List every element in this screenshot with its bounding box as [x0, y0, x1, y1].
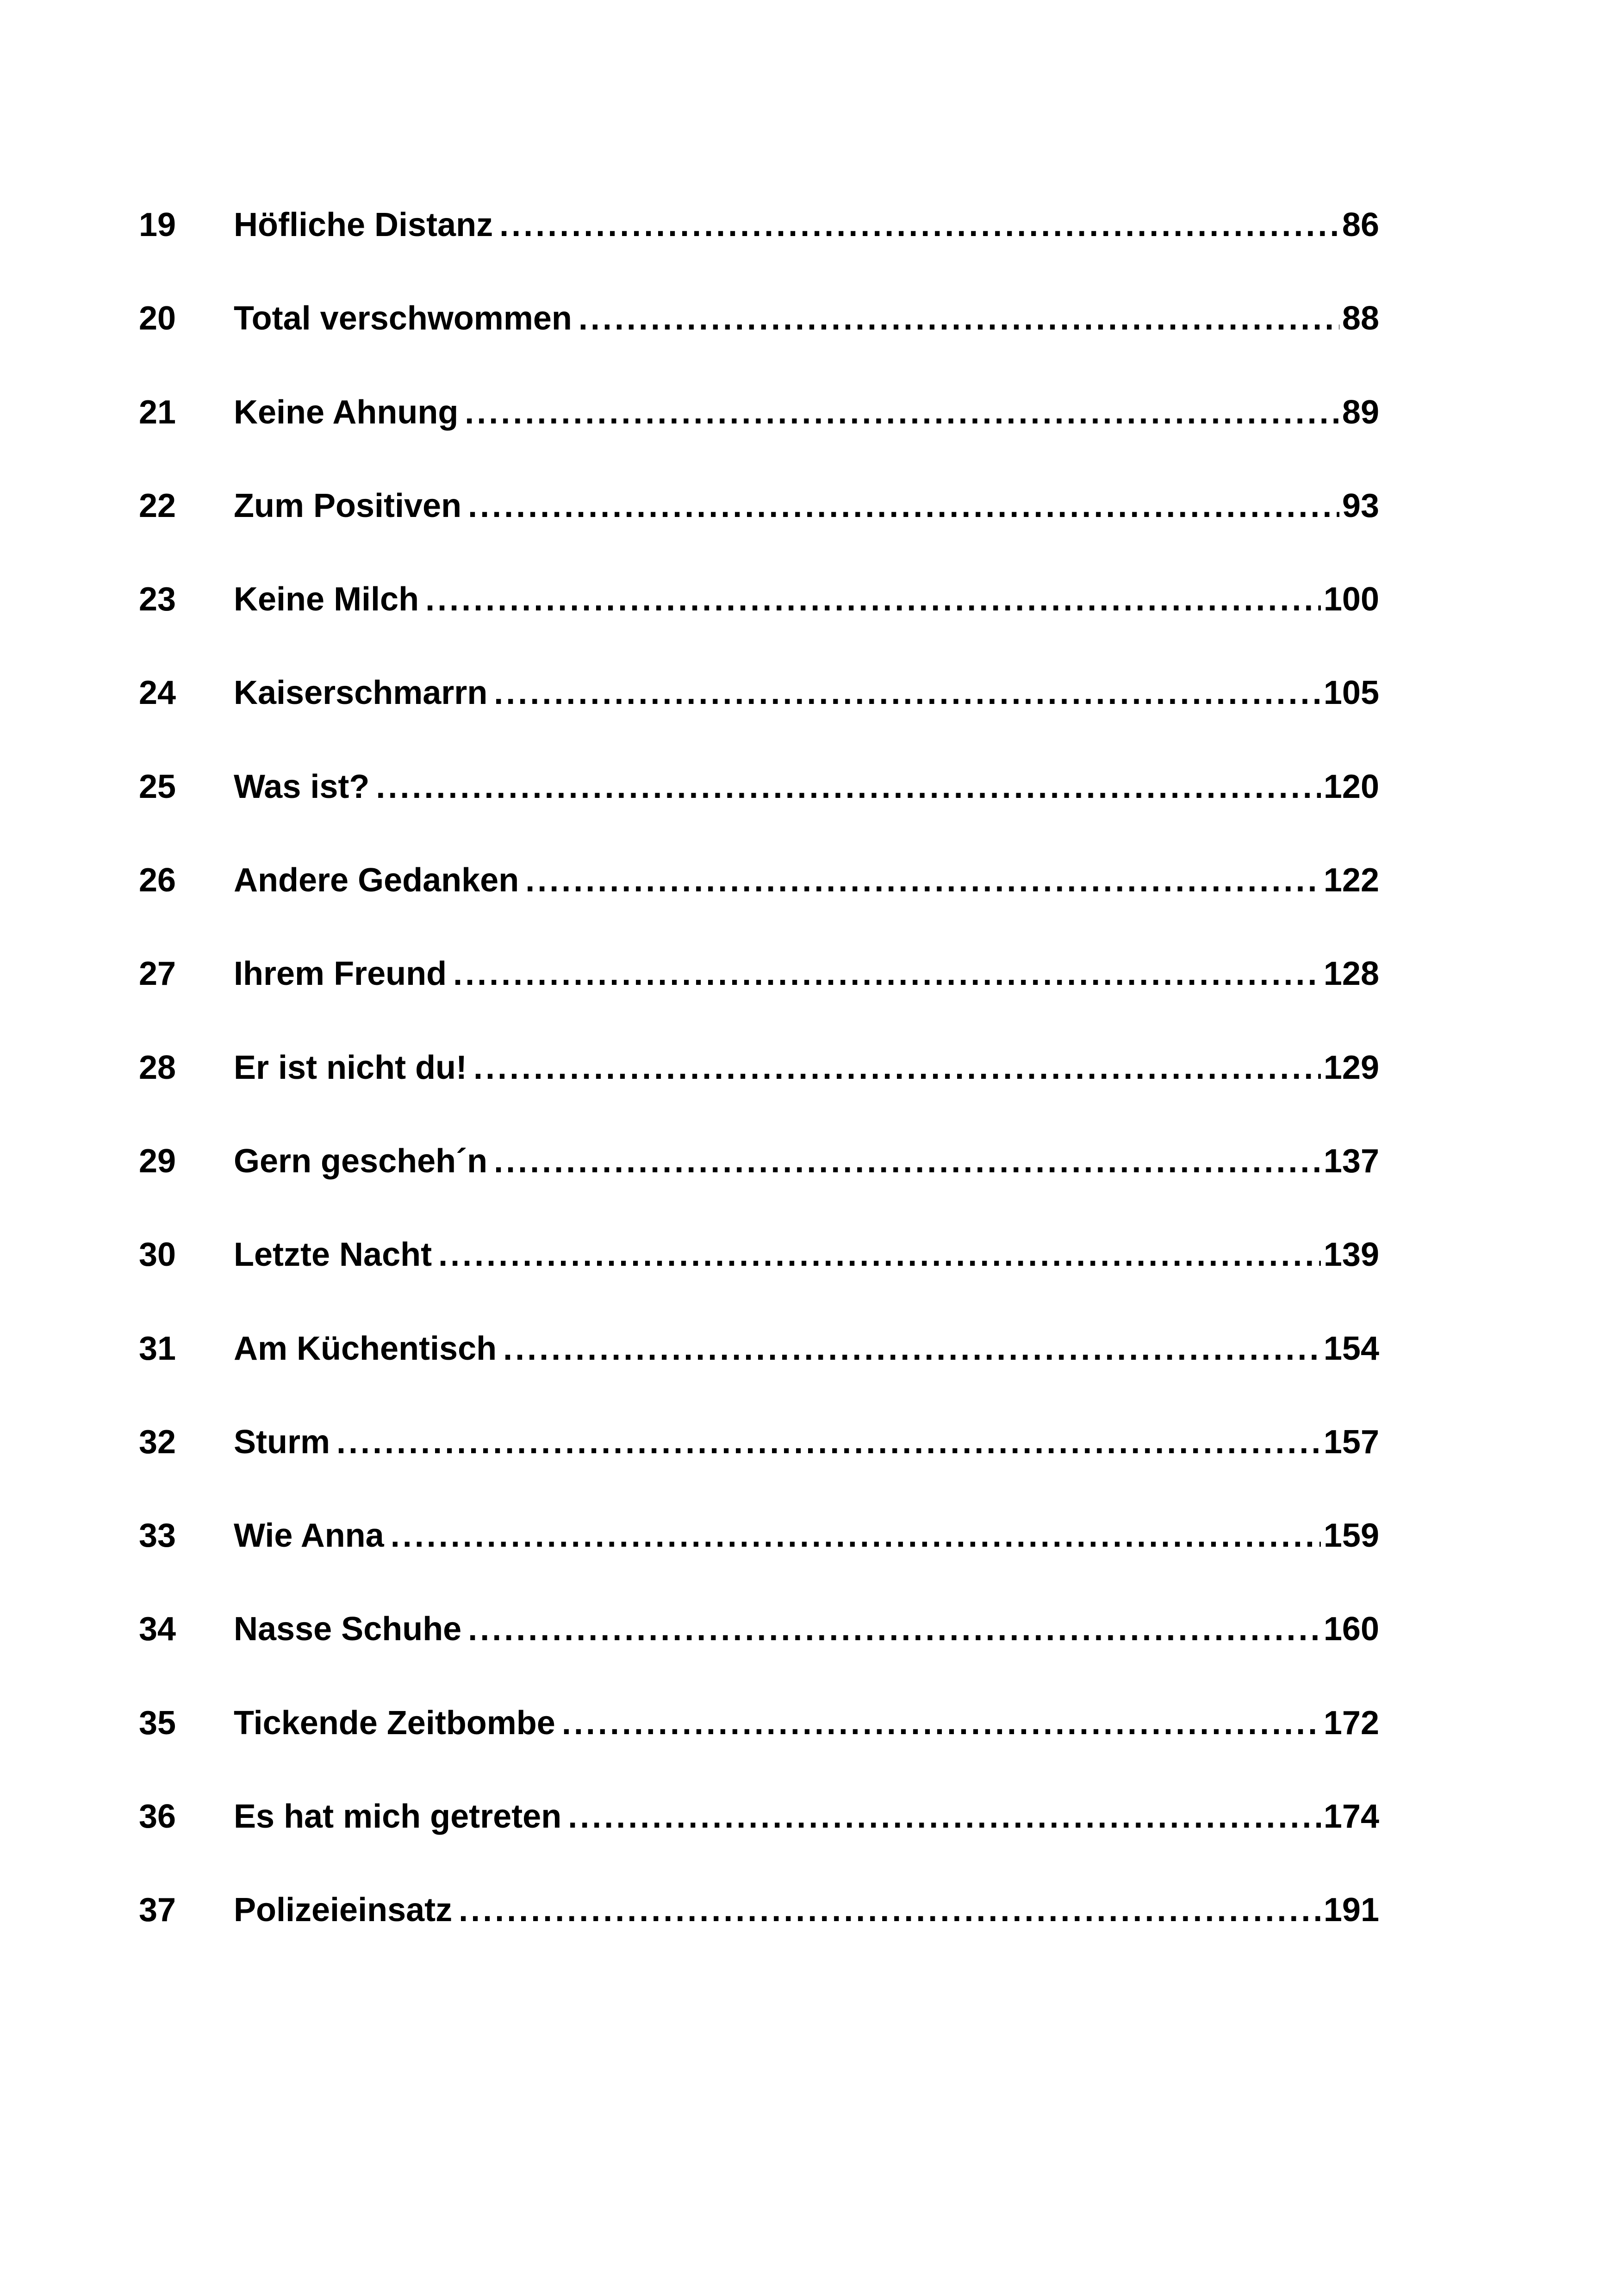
chapter-number: 20 — [139, 300, 176, 337]
chapter-number: 32 — [139, 1423, 176, 1461]
table-of-contents — [139, 208, 1379, 1987]
page-number: 100 — [1323, 581, 1379, 618]
toc-entry — [139, 1612, 1379, 1706]
chapter-number: 22 — [139, 487, 176, 524]
dot-leader — [473, 1051, 1321, 1084]
chapter-title: Was ist? — [234, 768, 370, 805]
page-number: 120 — [1323, 768, 1379, 805]
page-number: 105 — [1323, 674, 1379, 712]
toc-entry — [139, 1706, 1379, 1800]
chapter-number: 29 — [139, 1142, 176, 1180]
chapter-title: Kaiserschmarrn — [234, 674, 488, 712]
page-number: 137 — [1323, 1142, 1379, 1180]
page-number: 89 — [1342, 393, 1379, 431]
dot-leader — [503, 1332, 1321, 1365]
toc-entry — [139, 957, 1379, 1051]
toc-entry — [139, 1893, 1379, 1987]
dot-leader — [494, 1145, 1321, 1178]
page-number: 159 — [1323, 1517, 1379, 1555]
dot-leader — [499, 208, 1339, 242]
page-number: 129 — [1323, 1049, 1379, 1086]
chapter-title: Andere Gedanken — [234, 862, 519, 899]
chapter-number: 33 — [139, 1517, 176, 1555]
page-number: 122 — [1323, 862, 1379, 899]
dot-leader — [336, 1425, 1321, 1459]
toc-entry — [139, 864, 1379, 957]
chapter-title: Es hat mich getreten — [234, 1798, 562, 1836]
chapter-number: 19 — [139, 206, 176, 243]
chapter-title: Sturm — [234, 1423, 330, 1461]
page-number: 128 — [1323, 955, 1379, 993]
dot-leader — [494, 676, 1321, 709]
toc-entry — [139, 1425, 1379, 1519]
dot-leader — [391, 1519, 1321, 1552]
toc-entry — [139, 302, 1379, 395]
chapter-number: 26 — [139, 862, 176, 899]
toc-entry — [139, 1332, 1379, 1425]
chapter-number: 27 — [139, 955, 176, 993]
dot-leader — [568, 1800, 1321, 1833]
toc-entry — [139, 1238, 1379, 1332]
page-number: 93 — [1342, 487, 1379, 524]
dot-leader — [468, 489, 1339, 523]
chapter-title: Zum Positiven — [234, 487, 462, 524]
dot-leader — [453, 957, 1321, 990]
chapter-title: Keine Ahnung — [234, 393, 459, 431]
toc-entry — [139, 1142, 1379, 1238]
chapter-title: Nasse Schuhe — [234, 1611, 462, 1648]
chapter-number: 35 — [139, 1704, 176, 1742]
chapter-title: Letzte Nacht — [234, 1236, 432, 1274]
page-number: 154 — [1323, 1330, 1379, 1367]
chapter-title: Polizeieinsatz — [234, 1892, 453, 1929]
page-number: 86 — [1342, 206, 1379, 243]
chapter-title: Höfliche Distanz — [234, 206, 493, 243]
toc-entry — [139, 1051, 1379, 1145]
page-number: 174 — [1323, 1798, 1379, 1836]
chapter-title: Ihrem Freund — [234, 955, 447, 993]
dot-leader — [468, 1612, 1321, 1646]
chapter-number: 36 — [139, 1798, 176, 1836]
chapter-title: Total verschwommen — [234, 300, 572, 337]
chapter-number: 25 — [139, 768, 176, 805]
page-number: 191 — [1323, 1892, 1379, 1929]
chapter-number: 34 — [139, 1611, 176, 1648]
dot-leader — [525, 864, 1321, 897]
toc-entry — [139, 1800, 1379, 1893]
chapter-title: Tickende Zeitbombe — [234, 1704, 555, 1742]
chapter-number: 21 — [139, 393, 176, 431]
chapter-number: 28 — [139, 1049, 176, 1086]
page-number: 160 — [1323, 1611, 1379, 1648]
page-number: 157 — [1323, 1423, 1379, 1461]
chapter-number: 37 — [139, 1892, 176, 1929]
page-number: 88 — [1342, 300, 1379, 337]
dot-leader — [438, 1238, 1321, 1271]
chapter-title: Gern gescheh´n — [234, 1142, 488, 1180]
dot-leader — [579, 302, 1339, 335]
toc-entry — [139, 676, 1379, 770]
chapter-title: Keine Milch — [234, 581, 419, 618]
page-number: 139 — [1323, 1236, 1379, 1274]
dot-leader — [425, 583, 1321, 616]
toc-entry — [139, 393, 1379, 489]
toc-entry — [139, 208, 1379, 302]
dot-leader — [465, 396, 1339, 429]
toc-entry — [139, 770, 1379, 864]
chapter-number: 23 — [139, 581, 176, 618]
page-number: 172 — [1323, 1704, 1379, 1742]
chapter-title: Am Küchentisch — [234, 1330, 497, 1367]
toc-entry — [139, 583, 1379, 676]
chapter-number: 30 — [139, 1236, 176, 1274]
dot-leader — [376, 770, 1320, 803]
chapter-title: Wie Anna — [234, 1517, 384, 1555]
dot-leader — [562, 1706, 1321, 1740]
dot-leader — [459, 1893, 1321, 1927]
toc-entry — [139, 489, 1379, 583]
chapter-number: 24 — [139, 674, 176, 712]
chapter-title: Er ist nicht du! — [234, 1049, 467, 1086]
toc-entry — [139, 1519, 1379, 1612]
chapter-number: 31 — [139, 1330, 176, 1367]
